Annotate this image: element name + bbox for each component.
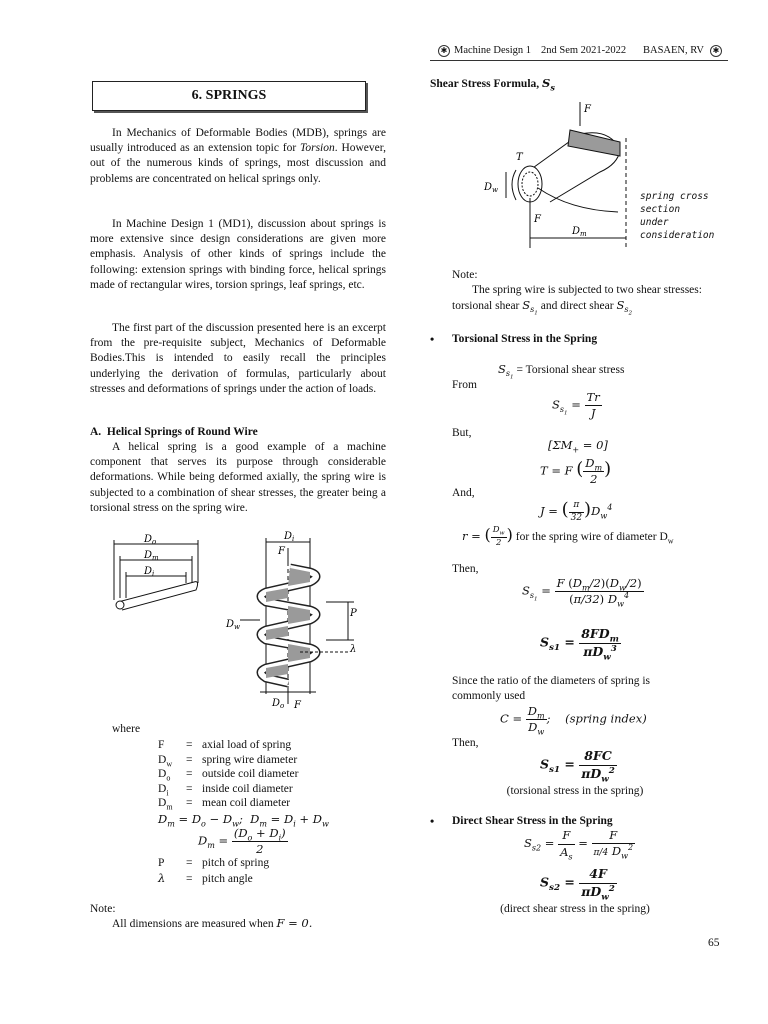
but-label: But, [452,427,472,439]
dm-equation-1: $D_m = D_o - D_w$; $D_m = D_i + D_w$ [158,812,329,829]
from-label: From [452,379,477,391]
gear-icon: ✱ [710,45,722,57]
def-row: P = pitch of spring [158,857,270,869]
label-lambda: λ [350,644,357,655]
eq-ss1-result: $S_{s1}$ = $\frac{8FD_m}{\pi D_w^3}$ [540,626,619,662]
intro-paragraph-2: In Machine Design 1 (MD1), discussion about springs is more extensive since design considerations are given more emphasis. Analysis of other kinds of springs include the following: extension springs with binding force, helical springs made of rectangular wires, torsion springs, leaf springs, etc. [90,218,386,291]
left-note-title: Note: [90,903,116,915]
bullet-icon: • [430,332,435,346]
def-row: $D_o$ = outside coil diameter [158,768,299,783]
then-label-2: Then, [452,737,479,749]
right-note-text: The spring wire is subjected to two shear stresses: torsional shear $S_{s_1}$ and direct shear $S_{s_2}$ [452,284,702,318]
then-label-1: Then, [452,563,479,575]
page-title: 6. SPRINGS [191,88,267,103]
spring-dimensions-figure [100,528,390,713]
shear-stress-title: Shear Stress Formula, $S_s$ [430,76,555,93]
cross-section-annotation: spring cross section under consideration [640,191,715,241]
def-row: $D_i$ = inside coil diameter [158,782,293,797]
label-do-2: $D_o$ [272,698,285,710]
eq-radius: r = ( $\frac{D_w}{2}$ ) for the spring wire of diameter $D_w$ [462,525,674,548]
section-a-title: A. Helical Springs of Round Wire [90,426,258,438]
eq-ss2-definition: $S_{s2}$ = $\frac{F}{A_s}$ = $\frac{F}{\pi/4 D_w^2}$ [524,828,634,861]
definitions-list [158,738,298,811]
intro-paragraph-1: In Mechanics of Deformable Bodies (MDB), springs are usually introduced as an extension topic for Torsion. However, out of the numerous kinds of springs, most discussion and problems are concentrated on helical springs only. [90,127,386,185]
label-f-bottom: F [294,700,301,711]
left-note-text: All dimensions are measured when F = 0. [112,916,313,930]
eq-moment-sum: $[\Sigma M_+ = 0]$ [548,438,608,455]
page-header [438,44,728,60]
label-di-2: $D_i$ [284,531,295,543]
single-coil-sketch [114,540,198,610]
bullet-torsional-title: • Torsional Stress in the Spring [430,332,598,346]
intro-paragraph-3: The first part of the discussion presented here is an excerpt from the pre-requisite subject, Mechanics of Deformable Bodies.This is intended to easily recall the principles underlying the derivation of formulas, particularly about stresses and deformations of springs under the action of loads. [90,322,386,395]
fig2-label-dw: $D_w$ [484,182,499,194]
dm-equation-2: $D_m$ = $\frac{(D_o + D_i)}{2}$ [198,826,286,857]
label-p: P [350,608,357,619]
fig2-label-f1: F [584,104,591,115]
label-dw: $D_w$ [226,619,241,631]
header-term: 2nd Sem 2021-2022 [541,45,627,56]
section-a-paragraph: A helical spring is a good example of a machine component that serves its purpose through considerable deformations. While being deformed axially, the spring wire is subjected to a combination of shear stresses, the greater being a torsional stress on the spring wire. [90,441,386,514]
header-course: Machine Design 1 [454,45,531,56]
fig2-label-f2: F [534,214,541,225]
ratio-text: Since the ratio of the diameters of spring is commonly used [452,675,651,703]
def-row: F = axial load of spring [158,739,292,751]
helical-spring-sketch [240,538,357,704]
where-label: where [112,723,141,735]
bullet-direct-shear-title: • Direct Shear Stress in the Spring [430,814,613,828]
eq-ss1-index: $S_{s1}$ = $\frac{8FC}{\pi D_w^2}$ [540,748,615,784]
eq-ss1-substituted: $S_{s_1}$ = $\frac{F (D_m/2)(D_w/2)}{(\pi/32) D_w^4}$ [522,576,642,609]
bullet-icon: • [430,814,435,828]
header-author: BASAEN, RV [643,45,705,56]
eq-ss1-tr-j: $S_{s_1}$ = $\frac{Tr}{J}$ [552,390,600,421]
fig2-label-dm: $D_m$ [572,226,587,238]
eq-polar-moment: J = ( $\frac{\pi}{32}$ )$D_w^4$ [540,499,613,523]
header-rule [430,60,728,61]
label-f-top: F [278,546,285,557]
right-note-title: Note: [452,269,478,281]
title-box [92,81,366,111]
definitions-list-2 [158,856,269,887]
direct-shear-caption: (direct shear stress in the spring) [500,903,650,915]
label-dm: $D_m$ [144,550,159,562]
label-do: $D_o$ [144,534,157,546]
def-row: $D_m$ = mean coil diameter [158,797,291,812]
eq-spring-index: C = $\frac{D_m}{D_w}$ ; (spring index) [500,704,647,737]
torsional-caption: (torsional stress in the spring) [506,785,644,797]
label-di: $D_i$ [144,566,155,578]
def-row: λ = pitch angle [158,871,253,885]
gear-icon: ✱ [438,45,450,57]
def-row: $D_w$ = spring wire diameter [158,753,298,768]
torsional-definition: $S_{s_1}$ = Torsional shear stress [498,362,625,381]
page-number: 65 [708,937,720,949]
eq-ss2-result: $S_{s2}$ = $\frac{4F}{\pi D_w^2}$ [540,866,615,902]
fig2-label-t: T [516,152,523,163]
and-label: And, [452,487,475,499]
eq-torque: T = F ( $\frac{D_m}{2}$ ) [540,456,612,487]
